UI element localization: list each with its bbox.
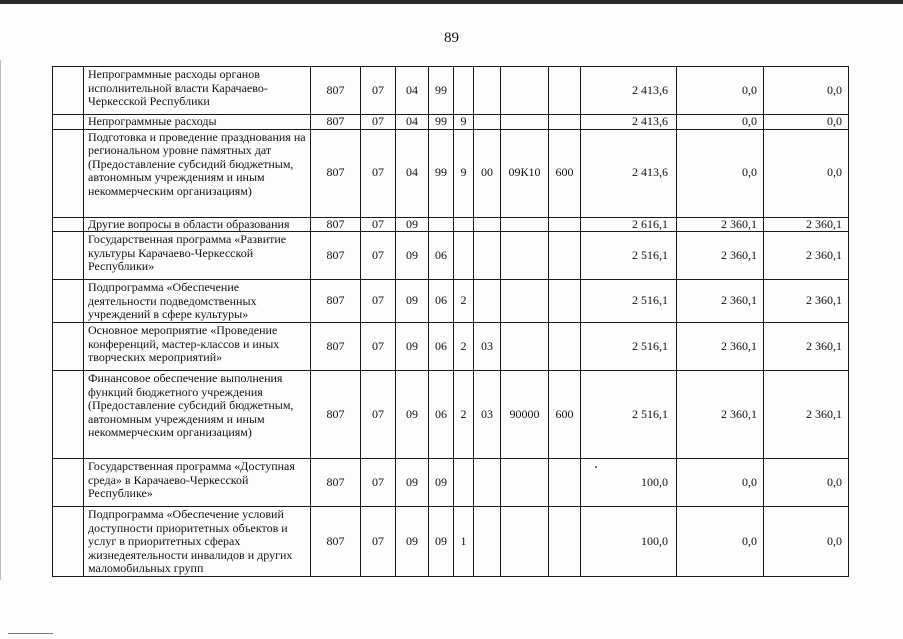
row-index-cell	[53, 115, 84, 130]
top-border-line	[0, 0, 903, 4]
row-name-cell: Подпрограмма «Обеспечение условий доступности приоритетных объектов и услуг в приоритетных сферах жизнедеятельности инвалидов и других маломобильных групп	[84, 506, 311, 576]
row-index-cell	[53, 322, 84, 370]
col-subsection-code: 09	[396, 506, 429, 576]
col-amount-year-2: 2 360,1	[677, 322, 764, 370]
row-index-cell	[53, 232, 84, 280]
col-section-code: 07	[361, 458, 396, 506]
col-activity-code	[474, 232, 501, 280]
col-direction-code	[501, 506, 549, 576]
col-program-code	[429, 217, 454, 232]
row-name-cell: Подпрограмма «Обеспечение деятельности подведомственных учреждений в сфере культуры»	[84, 280, 311, 323]
row-index-cell	[53, 506, 84, 576]
col-section-code: 07	[361, 115, 396, 130]
col-activity-code	[474, 217, 501, 232]
col-section-code: 07	[361, 217, 396, 232]
table-row	[53, 217, 849, 232]
col-section-code: 07	[361, 322, 396, 370]
col-amount-year-3: 0,0	[764, 129, 849, 217]
col-subsection-code: 09	[396, 217, 429, 232]
budget-table	[52, 66, 849, 577]
col-amount-year-1: 2 516,1	[581, 370, 677, 458]
col-amount-year-1: 2 413,6	[581, 115, 677, 130]
col-subsection-code: 09	[396, 370, 429, 458]
col-subsection-code: 09	[396, 322, 429, 370]
col-amount-year-1: 2 413,6	[581, 129, 677, 217]
col-amount-year-1: 100,0	[581, 458, 677, 506]
table-row	[53, 129, 849, 217]
col-expense-type-code: 600	[549, 370, 581, 458]
col-activity-code	[474, 280, 501, 323]
col-subprogram-code: 2	[454, 280, 474, 323]
col-expense-type-code	[549, 232, 581, 280]
col-amount-year-1: 2 516,1	[581, 322, 677, 370]
row-name-cell: Государственная программа «Доступная среда» в Карачаево-Черкесской Республике»	[84, 458, 311, 506]
col-amount-year-2: 0,0	[677, 458, 764, 506]
col-subprogram-code: 2	[454, 322, 474, 370]
col-direction-code	[501, 458, 549, 506]
table-row	[53, 458, 849, 506]
col-amount-year-2: 2 360,1	[677, 232, 764, 280]
col-direction-code	[501, 322, 549, 370]
col-ministry-code: 807	[311, 280, 361, 323]
col-expense-type-code	[549, 280, 581, 323]
col-activity-code	[474, 115, 501, 130]
col-activity-code: 03	[474, 322, 501, 370]
col-section-code: 07	[361, 232, 396, 280]
col-amount-year-3: 2 360,1	[764, 370, 849, 458]
row-index-cell	[53, 217, 84, 232]
col-subsection-code: 04	[396, 115, 429, 130]
col-amount-year-2: 2 360,1	[677, 280, 764, 323]
col-subprogram-code	[454, 232, 474, 280]
col-amount-year-2: 0,0	[677, 115, 764, 130]
col-subsection-code: 04	[396, 67, 429, 115]
row-name-cell: Другие вопросы в области образования	[84, 217, 311, 232]
col-ministry-code: 807	[311, 217, 361, 232]
col-program-code: 99	[429, 129, 454, 217]
col-amount-year-1: 2 616,1	[581, 217, 677, 232]
col-program-code: 06	[429, 280, 454, 323]
col-ministry-code: 807	[311, 506, 361, 576]
col-direction-code	[501, 115, 549, 130]
left-margin-line	[0, 60, 1, 580]
col-amount-year-1: 100,0	[581, 506, 677, 576]
table-row	[53, 280, 849, 323]
col-expense-type-code	[549, 217, 581, 232]
col-subprogram-code	[454, 458, 474, 506]
col-expense-type-code	[549, 115, 581, 130]
row-index-cell	[53, 280, 84, 323]
col-direction-code: 90000	[501, 370, 549, 458]
col-subprogram-code: 9	[454, 115, 474, 130]
col-ministry-code: 807	[311, 370, 361, 458]
col-program-code: 09	[429, 458, 454, 506]
col-amount-year-1: 2 516,1	[581, 280, 677, 323]
col-amount-year-3: 0,0	[764, 115, 849, 130]
table-row	[53, 506, 849, 576]
col-expense-type-code: 600	[549, 129, 581, 217]
page-number: 89	[444, 30, 459, 46]
col-program-code: 06	[429, 322, 454, 370]
col-amount-year-2: 0,0	[677, 129, 764, 217]
col-expense-type-code	[549, 322, 581, 370]
col-expense-type-code	[549, 458, 581, 506]
col-subprogram-code	[454, 217, 474, 232]
col-amount-year-3: 2 360,1	[764, 217, 849, 232]
col-section-code: 07	[361, 129, 396, 217]
scan-speck	[595, 466, 597, 468]
col-subsection-code: 09	[396, 280, 429, 323]
row-name-cell: Непрограммные расходы	[84, 115, 311, 130]
col-program-code: 09	[429, 506, 454, 576]
col-program-code: 06	[429, 370, 454, 458]
col-activity-code: 03	[474, 370, 501, 458]
table-row	[53, 370, 849, 458]
col-subprogram-code: 1	[454, 506, 474, 576]
row-name-cell: Подготовка и проведение празднования на региональном уровне памятных дат (Предоставление субсидий бюджетным, автономным учреждениям и иным некоммерческим организациям)	[84, 129, 311, 217]
col-amount-year-3: 0,0	[764, 458, 849, 506]
col-direction-code: 09К10	[501, 129, 549, 217]
col-subprogram-code	[454, 67, 474, 115]
col-activity-code	[474, 506, 501, 576]
col-direction-code	[501, 280, 549, 323]
col-amount-year-3: 2 360,1	[764, 280, 849, 323]
col-section-code: 07	[361, 280, 396, 323]
col-ministry-code: 807	[311, 67, 361, 115]
col-amount-year-3: 2 360,1	[764, 322, 849, 370]
col-expense-type-code	[549, 506, 581, 576]
col-direction-code	[501, 217, 549, 232]
col-subsection-code: 09	[396, 458, 429, 506]
row-name-cell: Непрограммные расходы органов исполнительной власти Карачаево-Черкесской Республики	[84, 67, 311, 115]
col-ministry-code: 807	[311, 458, 361, 506]
col-amount-year-3: 0,0	[764, 506, 849, 576]
col-direction-code	[501, 67, 549, 115]
col-amount-year-2: 0,0	[677, 67, 764, 115]
row-name-cell: Государственная программа «Развитие культуры Карачаево-Черкесской Республики»	[84, 232, 311, 280]
row-index-cell	[53, 67, 84, 115]
col-ministry-code: 807	[311, 129, 361, 217]
col-amount-year-3: 0,0	[764, 67, 849, 115]
col-program-code: 06	[429, 232, 454, 280]
col-program-code: 99	[429, 67, 454, 115]
col-amount-year-2: 2 360,1	[677, 217, 764, 232]
col-amount-year-2: 2 360,1	[677, 370, 764, 458]
col-amount-year-1: 2 516,1	[581, 232, 677, 280]
bottom-margin-mark	[8, 633, 53, 634]
row-index-cell	[53, 129, 84, 217]
col-section-code: 07	[361, 370, 396, 458]
col-ministry-code: 807	[311, 322, 361, 370]
col-ministry-code: 807	[311, 232, 361, 280]
col-subprogram-code: 9	[454, 129, 474, 217]
col-section-code: 07	[361, 506, 396, 576]
row-index-cell	[53, 458, 84, 506]
row-name-cell: Финансовое обеспечение выполнения функций бюджетного учреждения (Предоставление субсидий бюджетным, автономным учреждениям и иным некоммерческим организациям)	[84, 370, 311, 458]
col-amount-year-2: 0,0	[677, 506, 764, 576]
col-subsection-code: 04	[396, 129, 429, 217]
col-activity-code	[474, 67, 501, 115]
table-body	[53, 67, 849, 577]
col-ministry-code: 807	[311, 115, 361, 130]
col-activity-code: 00	[474, 129, 501, 217]
col-direction-code	[501, 232, 549, 280]
col-subprogram-code: 2	[454, 370, 474, 458]
row-name-cell: Основное мероприятие «Проведение конференций, мастер-классов и иных творческих мероприятий»	[84, 322, 311, 370]
table-row	[53, 322, 849, 370]
row-index-cell	[53, 370, 84, 458]
col-amount-year-3: 2 360,1	[764, 232, 849, 280]
col-amount-year-1: 2 413,6	[581, 67, 677, 115]
col-program-code: 99	[429, 115, 454, 130]
col-subsection-code: 09	[396, 232, 429, 280]
table-row	[53, 115, 849, 130]
table-row	[53, 232, 849, 280]
table-row	[53, 67, 849, 115]
col-section-code: 07	[361, 67, 396, 115]
col-expense-type-code	[549, 67, 581, 115]
col-activity-code	[474, 458, 501, 506]
